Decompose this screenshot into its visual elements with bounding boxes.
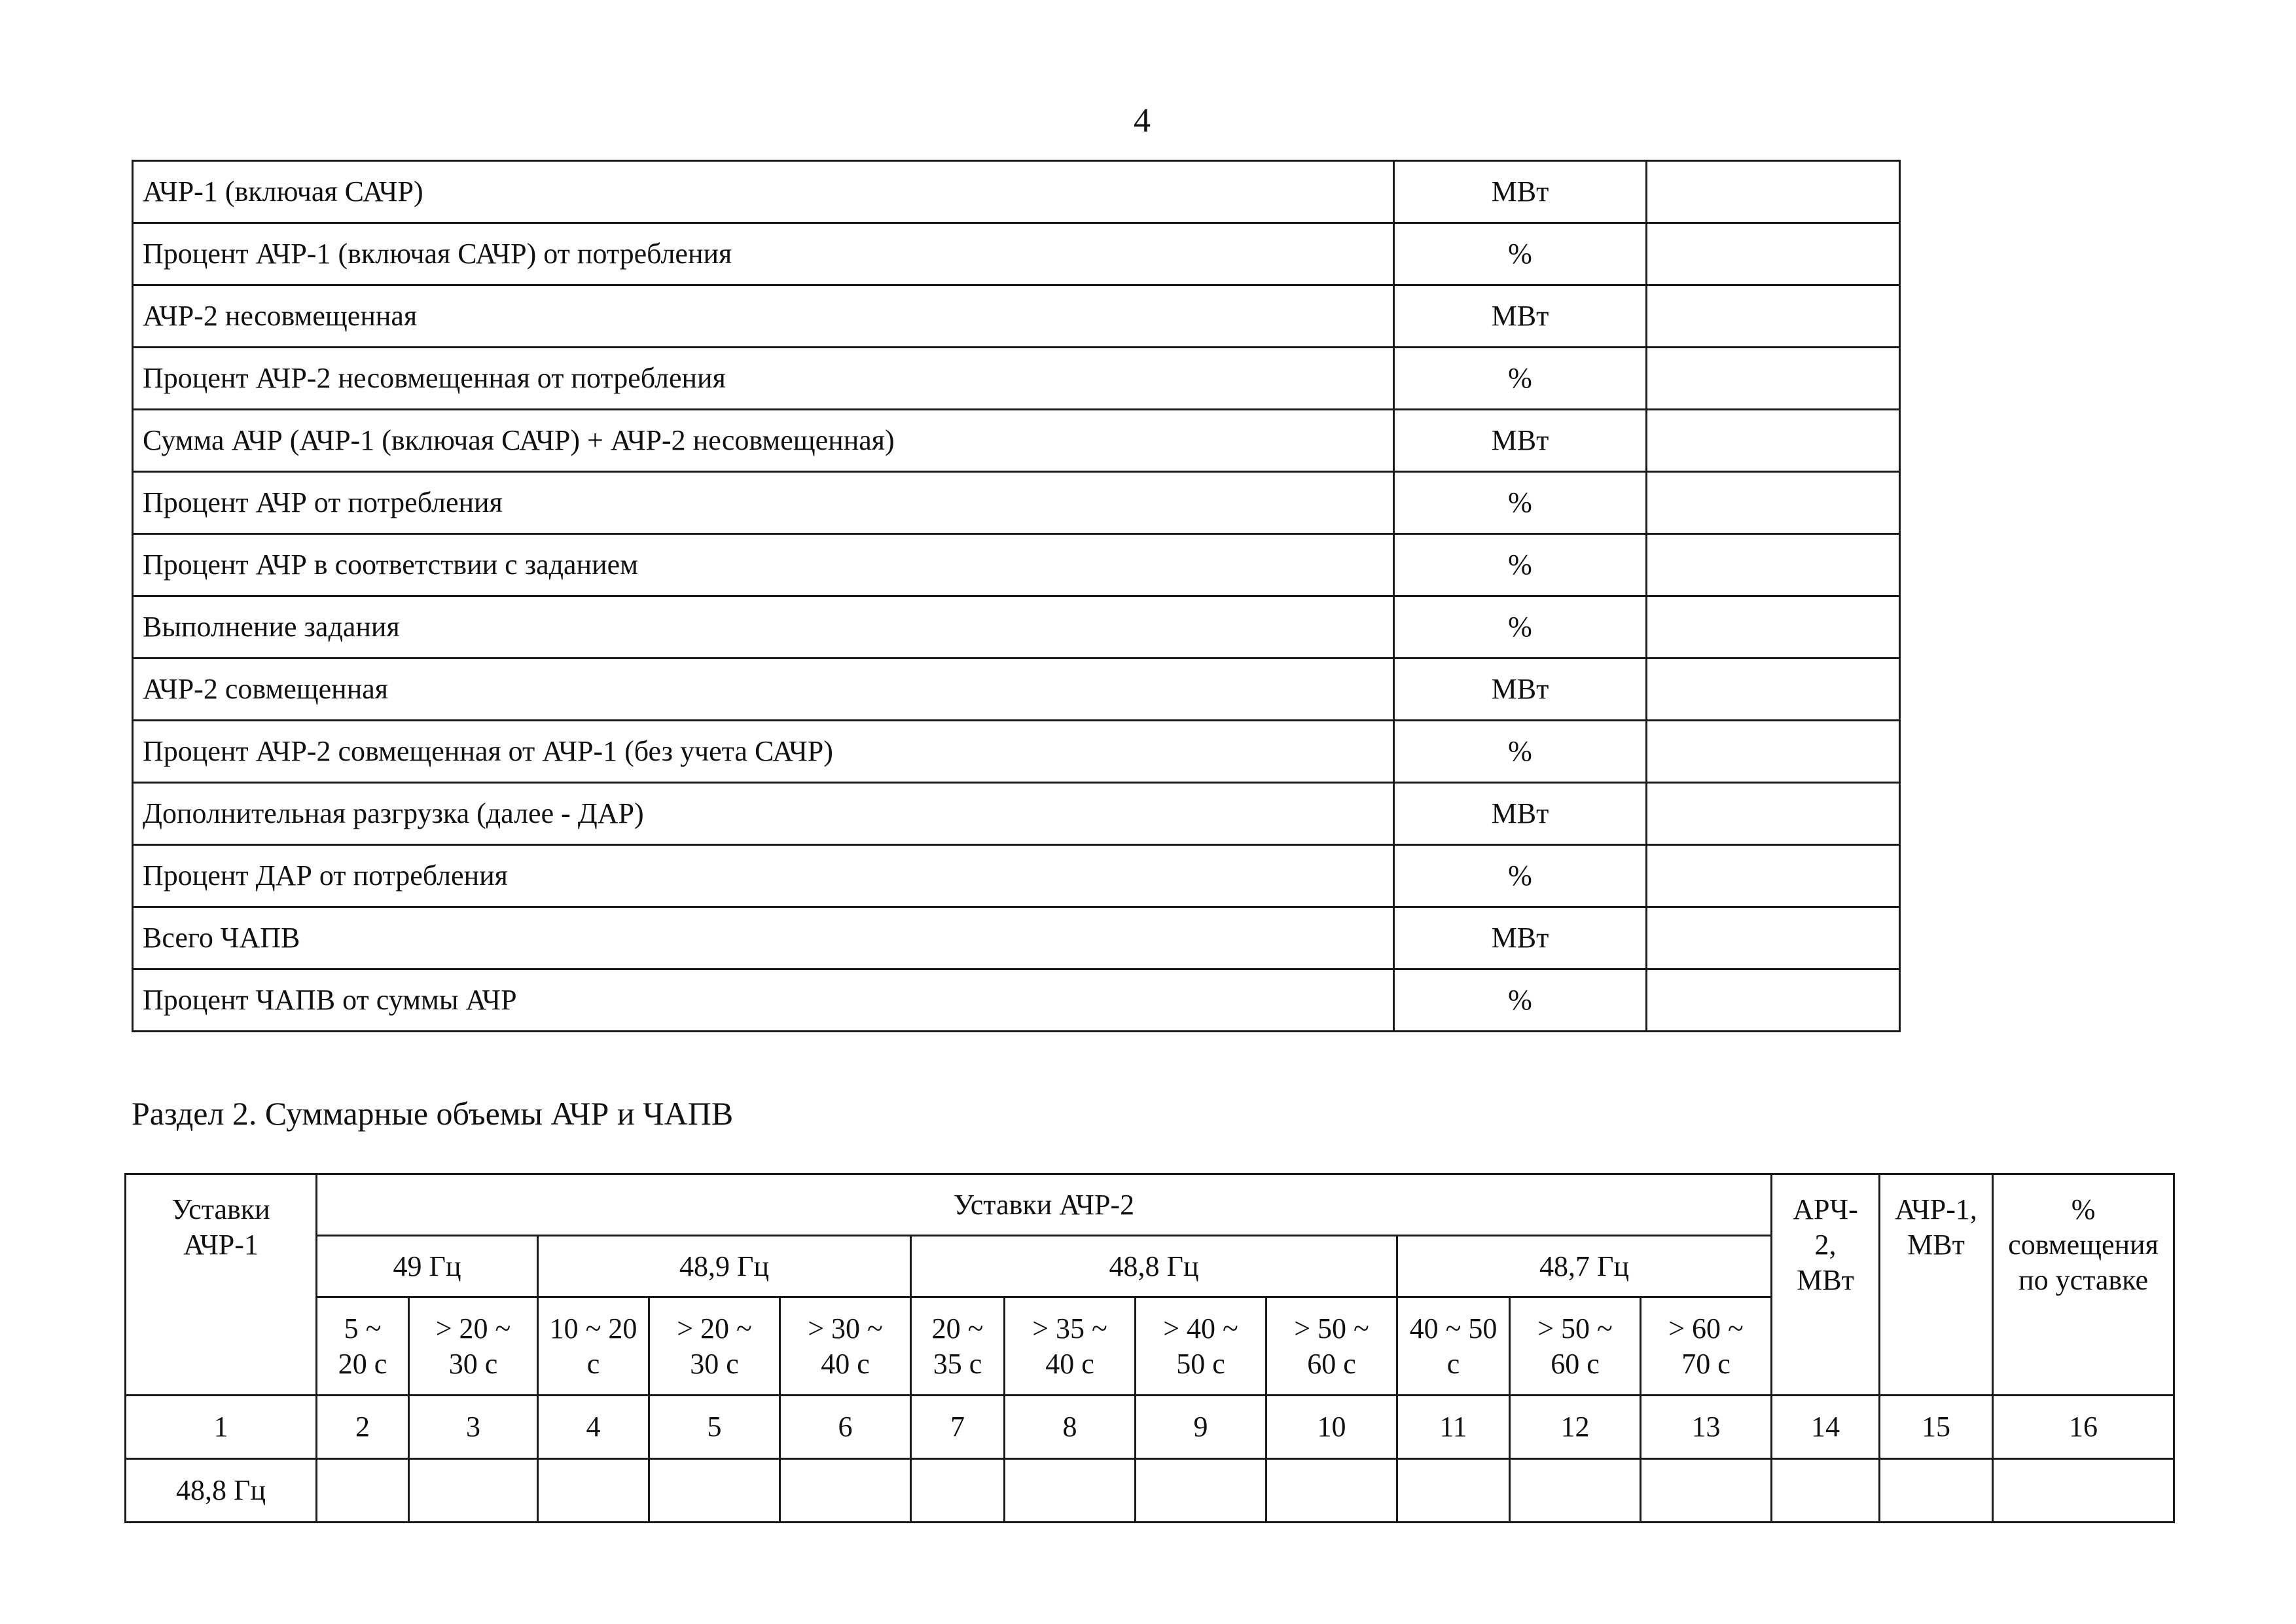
header-ach1-settings: Уставки АЧР-1 <box>126 1174 317 1396</box>
summary-value-cell <box>1647 969 1900 1032</box>
section-heading: Раздел 2. Суммарные объемы АЧР и ЧАПВ <box>132 1095 734 1132</box>
summary-value-cell <box>1647 783 1900 845</box>
summary-value-cell <box>1647 410 1900 472</box>
summary-row <box>133 534 1900 596</box>
data-cell <box>317 1459 409 1523</box>
column-number: 7 <box>911 1396 1005 1459</box>
summary-label: Сумма АЧР (АЧР-1 (включая САЧР) + АЧР-2 несовмещенная) <box>133 410 1394 472</box>
summary-value-cell <box>1647 285 1900 348</box>
data-cell <box>649 1459 780 1523</box>
column-number: 5 <box>649 1396 780 1459</box>
header-freq-49: 49 Гц <box>317 1236 538 1297</box>
summary-unit: % <box>1394 534 1647 596</box>
summary-row <box>133 348 1900 410</box>
header-time-range: 40 ~ 50 с <box>1397 1297 1510 1396</box>
header-time-range: > 40 ~ 50 с <box>1136 1297 1266 1396</box>
summary-value-cell <box>1647 161 1900 223</box>
column-number: 15 <box>1880 1396 1993 1459</box>
summary-unit: МВт <box>1394 161 1647 223</box>
header-time-range: > 20 ~ 30 с <box>409 1297 538 1396</box>
summary-unit: % <box>1394 845 1647 907</box>
data-cell <box>1510 1459 1641 1523</box>
summary-unit: МВт <box>1394 410 1647 472</box>
column-number: 11 <box>1397 1396 1510 1459</box>
header-time-range: > 35 ~ 40 с <box>1005 1297 1136 1396</box>
row-label: 48,8 Гц <box>126 1459 317 1523</box>
data-cell <box>1880 1459 1993 1523</box>
data-cell <box>1641 1459 1772 1523</box>
summary-row <box>133 845 1900 907</box>
data-cell <box>1772 1459 1880 1523</box>
summary-row <box>133 596 1900 659</box>
data-cell <box>1266 1459 1397 1523</box>
column-number: 1 <box>126 1396 317 1459</box>
summary-value-cell <box>1647 348 1900 410</box>
column-number: 9 <box>1136 1396 1266 1459</box>
header-percent-combined: % совмещения по уставке <box>1993 1174 2174 1396</box>
summary-unit: % <box>1394 596 1647 659</box>
header-freq-48-7: 48,7 Гц <box>1397 1236 1772 1297</box>
summary-row <box>133 659 1900 721</box>
header-freq-48-8: 48,8 Гц <box>911 1236 1397 1297</box>
summary-unit: % <box>1394 721 1647 783</box>
column-number: 4 <box>538 1396 649 1459</box>
data-cell <box>409 1459 538 1523</box>
summary-label: Всего ЧАПВ <box>133 907 1394 969</box>
header-time-range: > 60 ~ 70 с <box>1641 1297 1772 1396</box>
header-time-range: > 50 ~ 60 с <box>1510 1297 1641 1396</box>
settings-table <box>124 1173 2175 1523</box>
summary-unit: МВт <box>1394 907 1647 969</box>
summary-label: Дополнительная разгрузка (далее - ДАР) <box>133 783 1394 845</box>
summary-unit: % <box>1394 223 1647 285</box>
summary-row <box>133 472 1900 534</box>
summary-value-cell <box>1647 534 1900 596</box>
page-number: 4 <box>1134 102 1151 139</box>
summary-row <box>133 161 1900 223</box>
summary-label: Процент ЧАПВ от суммы АЧР <box>133 969 1394 1032</box>
summary-label: Процент АЧР-1 (включая САЧР) от потребления <box>133 223 1394 285</box>
summary-unit: % <box>1394 472 1647 534</box>
data-cell <box>1397 1459 1510 1523</box>
summary-label: Процент ДАР от потребления <box>133 845 1394 907</box>
header-time-range: 20 ~ 35 с <box>911 1297 1005 1396</box>
column-number: 13 <box>1641 1396 1772 1459</box>
summary-row <box>133 907 1900 969</box>
column-number: 10 <box>1266 1396 1397 1459</box>
column-number: 14 <box>1772 1396 1880 1459</box>
summary-label: Процент АЧР в соответствии с заданием <box>133 534 1394 596</box>
data-cell <box>1993 1459 2174 1523</box>
column-number: 6 <box>780 1396 911 1459</box>
header-freq-48-9: 48,9 Гц <box>538 1236 911 1297</box>
header-ach1-mw: АЧР-1, МВт <box>1880 1174 1993 1396</box>
data-cell <box>1005 1459 1136 1523</box>
data-cell <box>538 1459 649 1523</box>
summary-value-cell <box>1647 659 1900 721</box>
column-number: 3 <box>409 1396 538 1459</box>
summary-value-cell <box>1647 845 1900 907</box>
summary-table <box>132 160 1901 1032</box>
summary-label: АЧР-2 несовмещенная <box>133 285 1394 348</box>
summary-row <box>133 721 1900 783</box>
header-time-range: 10 ~ 20 с <box>538 1297 649 1396</box>
summary-label: Процент АЧР от потребления <box>133 472 1394 534</box>
header-ach2-settings: Уставки АЧР-2 <box>317 1174 1772 1236</box>
summary-label: Выполнение задания <box>133 596 1394 659</box>
summary-row <box>133 223 1900 285</box>
summary-unit: МВт <box>1394 783 1647 845</box>
summary-label: АЧР-1 (включая САЧР) <box>133 161 1394 223</box>
header-time-range: > 50 ~ 60 с <box>1266 1297 1397 1396</box>
header-arch2-mw: АРЧ- 2, МВт <box>1772 1174 1880 1396</box>
header-time-range: > 20 ~ 30 с <box>649 1297 780 1396</box>
column-number: 8 <box>1005 1396 1136 1459</box>
summary-row <box>133 410 1900 472</box>
summary-row <box>133 969 1900 1032</box>
summary-value-cell <box>1647 223 1900 285</box>
summary-value-cell <box>1647 472 1900 534</box>
summary-label: Процент АЧР-2 совмещенная от АЧР-1 (без учета САЧР) <box>133 721 1394 783</box>
data-cell <box>1136 1459 1266 1523</box>
summary-unit: МВт <box>1394 659 1647 721</box>
summary-value-cell <box>1647 907 1900 969</box>
summary-row <box>133 285 1900 348</box>
summary-unit: % <box>1394 348 1647 410</box>
summary-row <box>133 783 1900 845</box>
header-time-range: 5 ~ 20 с <box>317 1297 409 1396</box>
summary-unit: МВт <box>1394 285 1647 348</box>
summary-value-cell <box>1647 596 1900 659</box>
column-number: 16 <box>1993 1396 2174 1459</box>
data-cell <box>780 1459 911 1523</box>
column-number: 2 <box>317 1396 409 1459</box>
summary-label: Процент АЧР-2 несовмещенная от потребления <box>133 348 1394 410</box>
summary-unit: % <box>1394 969 1647 1032</box>
summary-value-cell <box>1647 721 1900 783</box>
column-number: 12 <box>1510 1396 1641 1459</box>
header-time-range: > 30 ~ 40 с <box>780 1297 911 1396</box>
data-cell <box>911 1459 1005 1523</box>
summary-label: АЧР-2 совмещенная <box>133 659 1394 721</box>
